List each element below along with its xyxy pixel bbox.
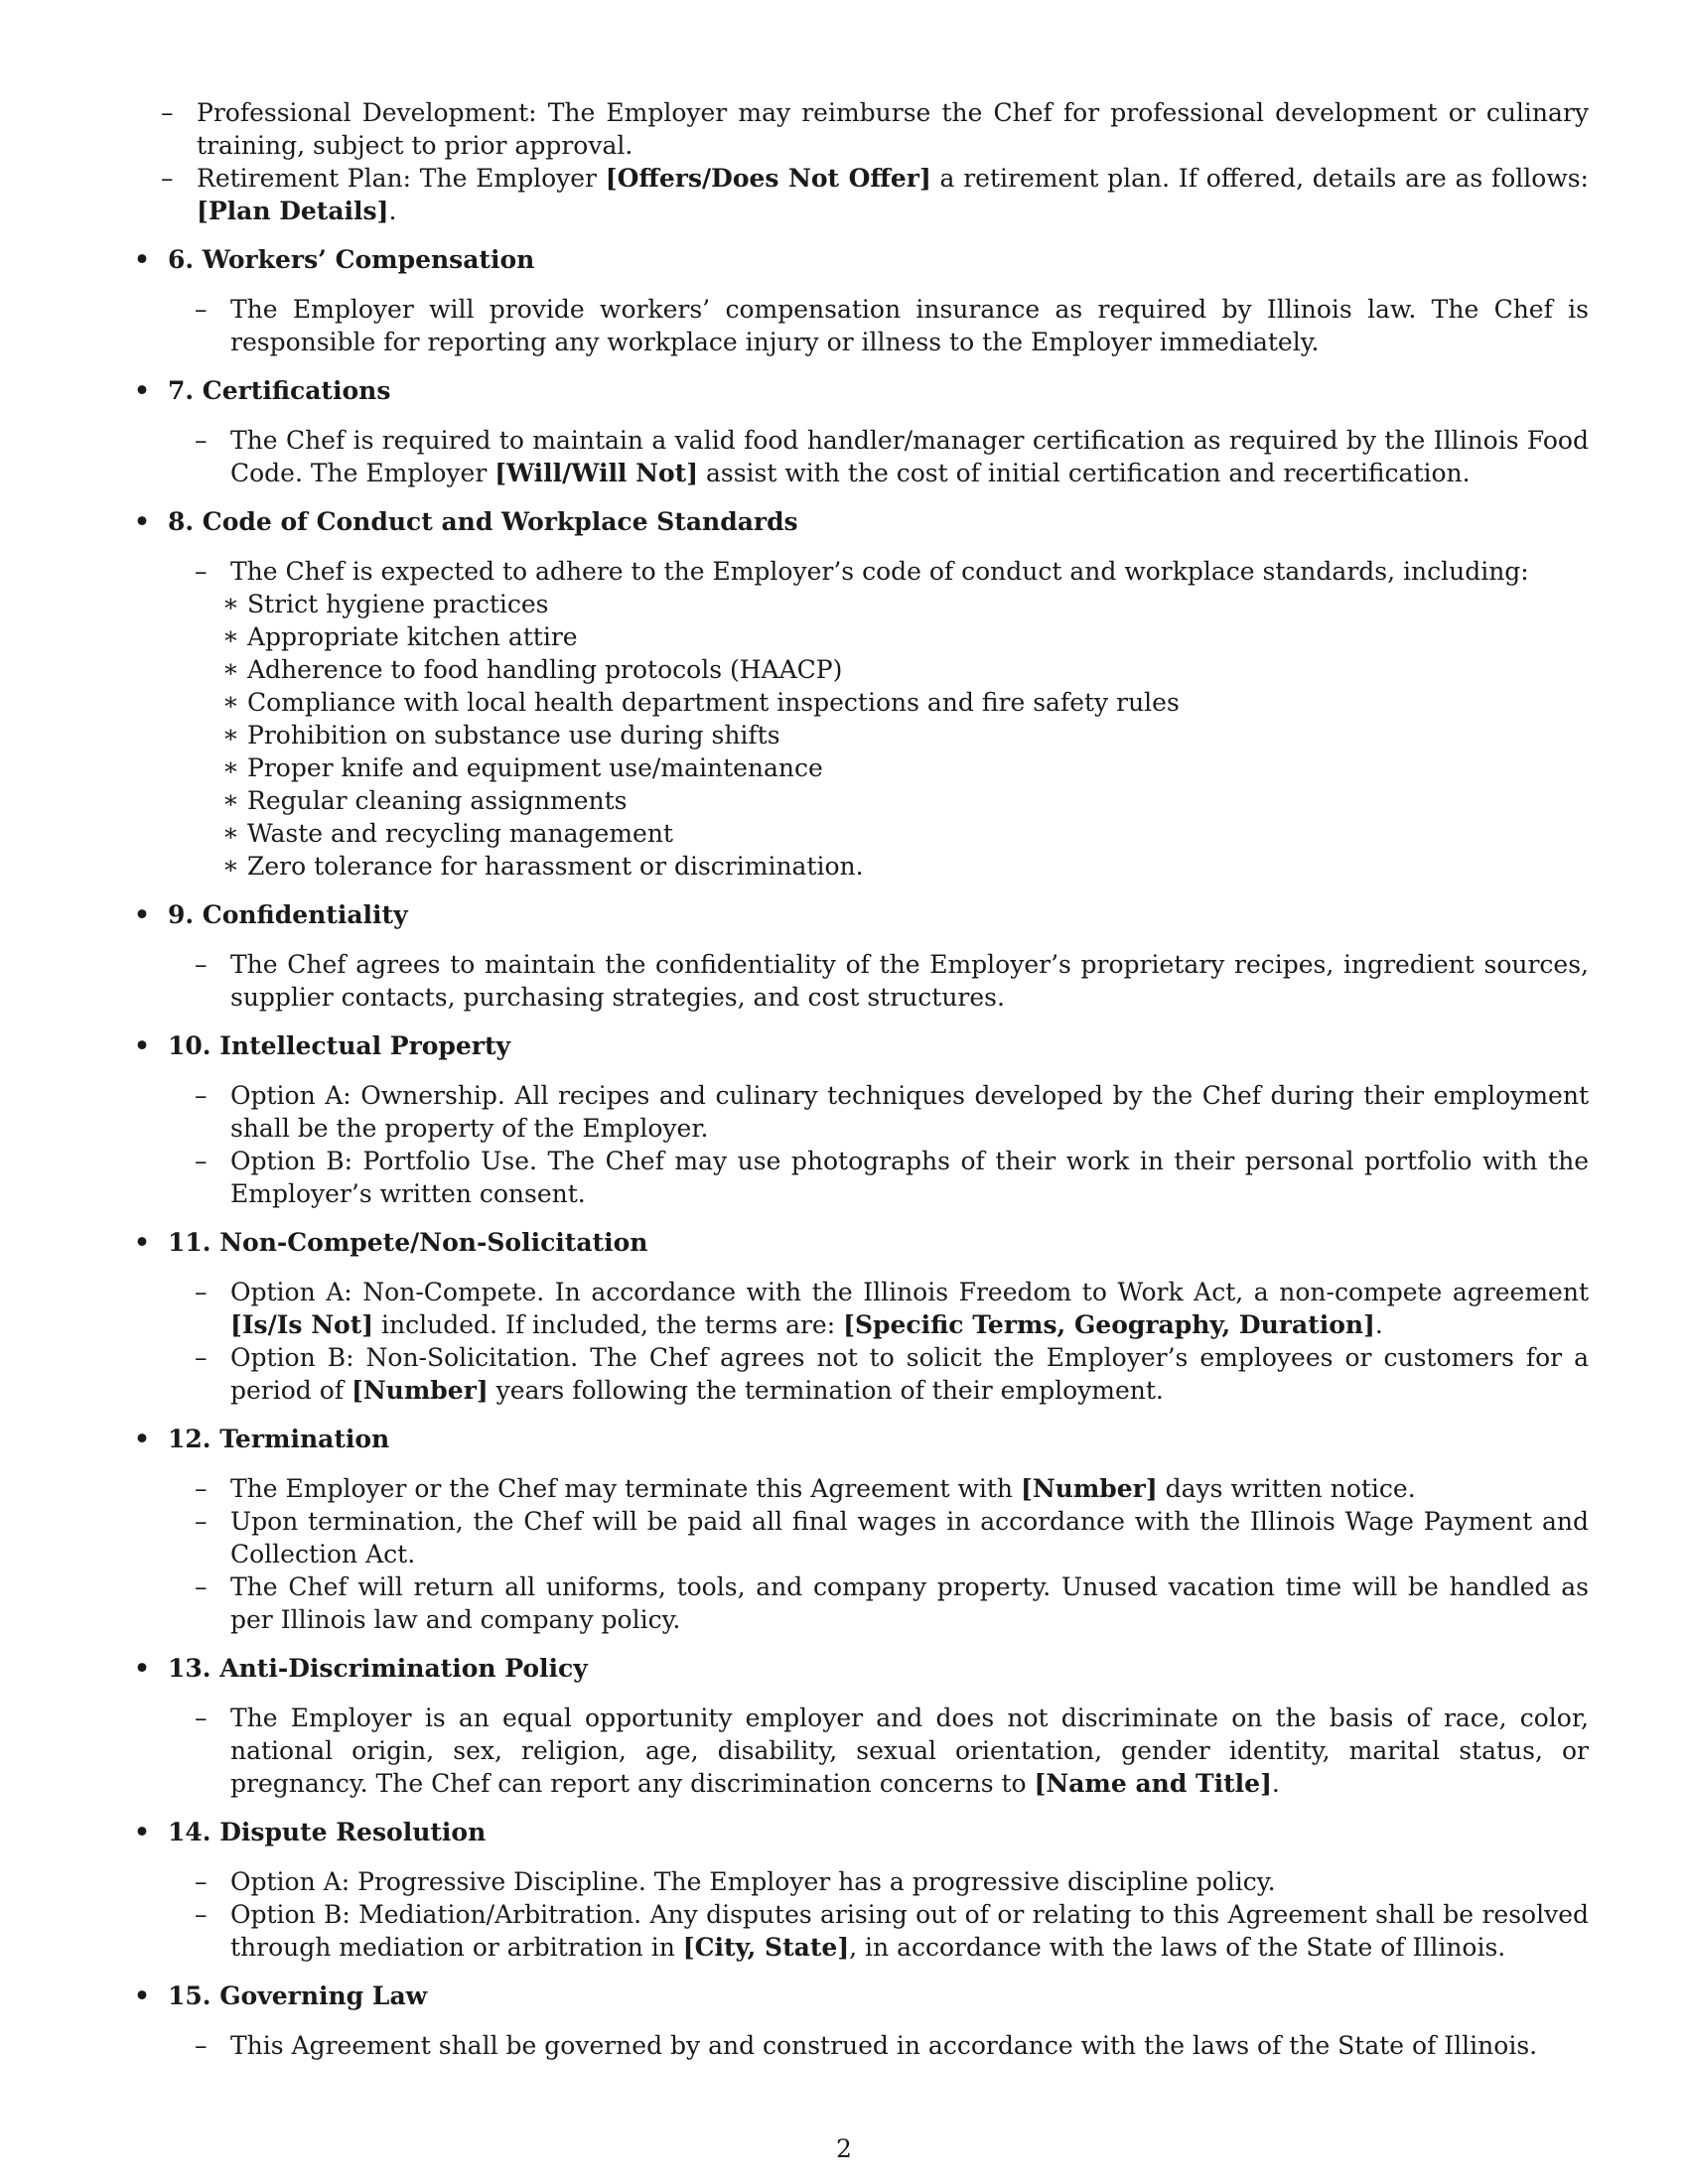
dash-marker: – [195,1704,208,1732]
carryover-items [134,96,1589,227]
section-heading: 15. Governing Law [168,1981,428,2010]
clause-item [134,162,1589,227]
placeholder-field: [Is/Is Not] [230,1310,374,1339]
clause-item [168,1898,1589,1964]
list-item-text: Waste and recycling management [247,819,673,848]
text-run: Retirement Plan: The Employer [197,164,606,193]
text-run: a retirement plan. If offered, details are as follows: [930,164,1589,193]
star-marker: ∗ [222,818,239,847]
dash-marker: – [195,1474,208,1503]
list-item-text: Proper knife and equipment use/maintenance [247,753,823,782]
document-body [134,96,1589,2078]
section-bullet: • [134,245,150,274]
section [134,505,1589,883]
page-number: 2 [836,2134,852,2163]
section-bullet: • [134,507,150,536]
section [134,1816,1589,1964]
text-run: Option B: Portfolio Use. The Chef may use photographs of their work in their personal portfolio with the Employer’s written consent. [230,1147,1589,1208]
list-item [217,817,1589,850]
text-run: The Chef agrees to maintain the confidentiality of the Employer’s proprietary recipes, ingredient sources, supplier contacts, purchasing strategies, and cost structures. [230,950,1589,1012]
star-marker: ∗ [222,720,239,749]
clause-item [168,424,1589,489]
placeholder-field: [Number] [1020,1474,1158,1503]
clause-item [168,1472,1589,1505]
text-run: . [1271,1769,1280,1798]
clause-item [168,1505,1589,1570]
placeholder-field: [Offers/Does Not Offer] [605,164,931,193]
text-run: Option B: Non-Solicitation. The Chef agrees not to solicit the Employer’s employees or customers for a period of [230,1343,1589,1405]
text-run: The Employer is an equal opportunity employer and does not discriminate on the basis of race, color, national origin, sex, religion, age, disability, sexual orientation, gender identity, marital status, or pregnancy. The Chef can report any discrimination concerns to [230,1704,1589,1798]
list-item [217,850,1589,883]
text-run: included. If included, the terms are: [373,1310,844,1339]
section [134,898,1589,1014]
text-run: Option A: Non-Compete. In accordance with the Illinois Freedom to Work Act, a non-compete agreement [230,1278,1589,1306]
text-run: days written notice. [1157,1474,1416,1503]
list-item-text: Strict hygiene practices [247,590,549,618]
star-marker: ∗ [222,654,239,683]
list-item [217,588,1589,620]
star-marker: ∗ [222,621,239,650]
dash-marker: – [161,98,174,127]
list-item [217,751,1589,784]
section [134,374,1589,489]
dash-marker: – [195,1278,208,1306]
dash-marker: – [195,1081,208,1110]
placeholder-field: [Name and Title] [1034,1769,1272,1798]
text-run: Option B: Mediation/Arbitration. Any disputes arising out of or relating to this Agreement shall be resolved through mediation or arbitration in [230,1900,1589,1962]
section-bullet: • [134,1031,150,1060]
list-item [217,653,1589,686]
list-item-text: Regular cleaning assignments [247,786,628,815]
clause-item [168,1341,1589,1407]
list-item [217,784,1589,817]
dash-marker: – [195,2031,208,2060]
clause-item [168,1145,1589,1210]
clause-item [168,1079,1589,1145]
section [134,1226,1589,1407]
placeholder-field: [Number] [352,1376,489,1405]
text-run: Option A: Ownership. All recipes and culinary techniques developed by the Chef during their employment shall be the property of the Employer. [230,1081,1589,1143]
dash-marker: – [195,1867,208,1896]
list-item-text: Appropriate kitchen attire [247,622,578,651]
section-heading: 7. Certifications [168,376,391,405]
list-item [217,686,1589,719]
dash-marker: – [195,1147,208,1175]
dash-marker: – [195,1507,208,1536]
section-heading: 6. Workers’ Compensation [168,245,535,274]
dash-marker: – [195,1343,208,1372]
list-item [217,620,1589,653]
clause-item [168,1865,1589,1898]
dash-marker: – [195,1572,208,1601]
placeholder-field: [City, State] [682,1933,850,1962]
text-run: The Employer or the Chef may terminate this Agreement with [230,1474,1021,1503]
star-marker: ∗ [222,752,239,781]
section-heading: 10. Intellectual Property [168,1031,511,1060]
text-run: The Employer will provide workers’ compensation insurance as required by Illinois law. The Chef is responsible for reporting any workplace injury or illness to the Employer immediately. [230,295,1589,356]
text-run: . [1374,1310,1383,1339]
section-bullet: • [134,1228,150,1257]
clause-item [168,1570,1589,1636]
text-run: The Chef is required to maintain a valid food handler/manager certification as required by the Illinois Food Code. The Employer [230,426,1589,487]
section [134,1652,1589,1800]
dash-marker: – [195,557,208,586]
text-run: , in accordance with the laws of the State of Illinois. [849,1933,1506,1962]
section [134,1979,1589,2062]
section-bullet: • [134,1654,150,1683]
section-heading: 8. Code of Conduct and Workplace Standards [168,507,798,536]
section-bullet: • [134,1981,150,2010]
section-heading: 11. Non-Compete/Non-Solicitation [168,1228,648,1257]
section-bullet: • [134,900,150,929]
text-run: Upon termination, the Chef will be paid all final wages in accordance with the Illinois Wage Payment and Collection Act. [230,1507,1589,1569]
star-marker: ∗ [222,785,239,814]
text-run: The Chef is expected to adhere to the Employer’s code of conduct and workplace standards, including: [230,557,1529,586]
dash-marker: – [195,295,208,324]
standards-list [168,588,1589,883]
section-heading: 14. Dispute Resolution [168,1818,487,1846]
text-run: . [388,197,397,225]
section-bullet: • [134,1425,150,1453]
text-run: assist with the cost of initial certification and recertification. [698,459,1471,487]
star-marker: ∗ [222,589,239,617]
list-item [217,719,1589,751]
clause-item [168,293,1589,358]
placeholder-field: [Plan Details] [197,197,389,225]
placeholder-field: [Specific Terms, Geography, Duration] [843,1310,1375,1339]
dash-marker: – [195,950,208,979]
section [134,1029,1589,1210]
text-run: years following the termination of their employment. [488,1376,1164,1405]
text-run: This Agreement shall be governed by and construed in accordance with the laws of the State of Illinois. [230,2031,1538,2060]
clause-item [168,1702,1589,1800]
list-item-text: Compliance with local health department inspections and fire safety rules [247,688,1180,717]
section-heading: 9. Confidentiality [168,900,408,929]
clause-item [168,1276,1589,1341]
star-marker: ∗ [222,851,239,880]
list-item-text: Zero tolerance for harassment or discrimination. [247,852,864,881]
section-bullet: • [134,376,150,405]
dash-marker: – [161,164,174,193]
section-heading: 13. Anti-Discrimination Policy [168,1654,588,1683]
clause-item [168,948,1589,1014]
list-item-text: Prohibition on substance use during shifts [247,721,780,750]
dash-marker: – [195,426,208,455]
text-run: Option A: Progressive Discipline. The Employer has a progressive discipline policy. [230,1867,1276,1896]
clause-item [134,96,1589,162]
section [134,243,1589,358]
clause-item [168,2029,1589,2062]
clause-item [168,555,1589,588]
text-run: The Chef will return all uniforms, tools, and company property. Unused vacation time will be handled as per Illinois law and company policy. [230,1572,1589,1634]
section-bullet: • [134,1818,150,1846]
text-run: Professional Development: The Employer may reimburse the Chef for professional development or culinary training, subject to prior approval. [197,98,1589,160]
section [134,1423,1589,1636]
list-item-text: Adherence to food handling protocols (HAACP) [247,655,843,684]
dash-marker: – [195,1900,208,1929]
star-marker: ∗ [222,687,239,716]
placeholder-field: [Will/Will Not] [494,459,699,487]
section-heading: 12. Termination [168,1425,390,1453]
